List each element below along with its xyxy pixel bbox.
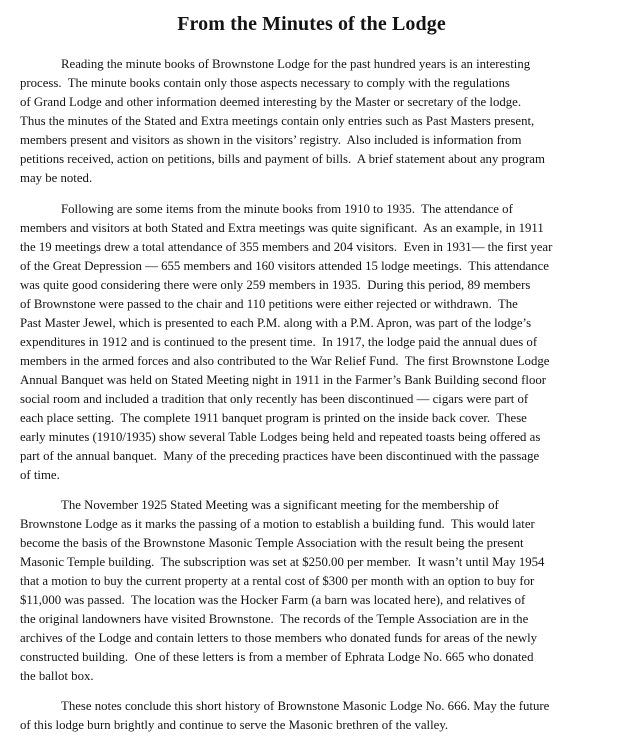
paragraph-line: expenditures in 1912 and is continued to the present time. In 1917, the lodge paid the annual dues of bbox=[20, 335, 538, 349]
paragraph-line: $11,000 was passed. The location was the Hocker Farm (a barn was located here), and relatives of bbox=[20, 593, 526, 607]
paragraph-2 bbox=[20, 200, 620, 485]
paragraph-line: of the Great Depression — 655 members and 160 visitors attended 15 lodge meetings. This attendance bbox=[20, 259, 549, 273]
paragraph-line: of Brownstone were passed to the chair and 110 petitions were either rejected or withdrawn. The bbox=[20, 297, 518, 311]
paragraph-line: of this lodge burn brightly and continue to serve the Masonic brethren of the valley. bbox=[20, 718, 449, 732]
paragraph-line: These notes conclude this short history of Brownstone Masonic Lodge No. 666. May the future bbox=[61, 699, 550, 713]
paragraph-line: process. The minute books contain only those aspects necessary to comply with the regulations bbox=[20, 76, 510, 90]
paragraph-line: of Grand Lodge and other information deemed interesting by the Master or secretary of the lodge. bbox=[20, 95, 522, 109]
paragraph-line: Masonic Temple building. The subscription was set at $250.00 per member. It wasn’t until May 1954 bbox=[20, 555, 545, 569]
paragraph-line: Thus the minutes of the Stated and Extra meetings contain only entries such as Past Masters present, bbox=[20, 114, 535, 128]
paragraph-line: early minutes (1910/1935) show several Table Lodges being held and repeated toasts being offered as bbox=[20, 430, 541, 444]
paragraph-line: archives of the Lodge and contain letters to those members who donated funds for areas of the newly bbox=[20, 631, 538, 645]
paragraph-3 bbox=[20, 496, 620, 686]
paragraph-line: the 19 meetings drew a total attendance of 355 members and 204 visitors. Even in 1931— the first year bbox=[20, 240, 553, 254]
paragraph-line: Reading the minute books of Brownstone Lodge for the past hundred years is an interesting bbox=[61, 57, 531, 71]
paragraph-line: Annual Banquet was held on Stated Meeting night in 1911 in the Farmer’s Bank Building second floor bbox=[20, 373, 547, 387]
paragraph-line: may be noted. bbox=[20, 171, 93, 185]
paragraph-line: the original landowners have visited Brownstone. The records of the Temple Association are in the bbox=[20, 612, 529, 626]
paragraph-line: constructed building. One of these letters is from a member of Ephrata Lodge No. 665 who donated bbox=[20, 650, 534, 664]
paragraph-4 bbox=[20, 697, 620, 735]
paragraph-line: Brownstone Lodge as it marks the passing of a motion to establish a building fund. This would later bbox=[20, 517, 535, 531]
paragraph-1 bbox=[20, 55, 620, 188]
paragraph-line: part of the annual banquet. Many of the preceding practices have been discontinued with the passage bbox=[20, 449, 540, 463]
paragraph-line: of time. bbox=[20, 468, 60, 482]
paragraph-line: the ballot box. bbox=[20, 669, 94, 683]
paragraph-line: The November 1925 Stated Meeting was a significant meeting for the membership of bbox=[61, 498, 499, 512]
paragraph-line: was quite good considering there were only 259 members in 1935. During this period, 89 members bbox=[20, 278, 531, 292]
paragraph-line: petitions received, action on petitions, bills and payment of bills. A brief statement about any program bbox=[20, 152, 545, 166]
paragraph-line: Past Master Jewel, which is presented to each P.M. along with a P.M. Apron, was part of the lodge’s bbox=[20, 316, 532, 330]
paragraph-line: that a motion to buy the current property at a rental cost of $300 per month with an option to buy for bbox=[20, 574, 535, 588]
paragraph-line: members present and visitors as shown in the visitors’ registry. Also included is information from bbox=[20, 133, 522, 147]
paragraph-line: each place setting. The complete 1911 banquet program is printed on the inside back cover. These bbox=[20, 411, 527, 425]
paragraph-line: Following are some items from the minute books from 1910 to 1935. The attendance of bbox=[61, 202, 513, 216]
paragraph-line: social room and included a tradition that only recently has been discontinued — cigars were part of bbox=[20, 392, 529, 406]
paragraph-line: become the basis of the Brownstone Masonic Temple Association with the result being the present bbox=[20, 536, 524, 550]
paragraph-line: members in the armed forces and also contributed to the War Relief Fund. The first Brownstone Lodge bbox=[20, 354, 550, 368]
page-title: From the Minutes of the Lodge bbox=[177, 13, 446, 35]
paragraph-line: members and visitors at both Stated and Extra meetings was quite significant. As an example, in 1911 bbox=[20, 221, 544, 235]
